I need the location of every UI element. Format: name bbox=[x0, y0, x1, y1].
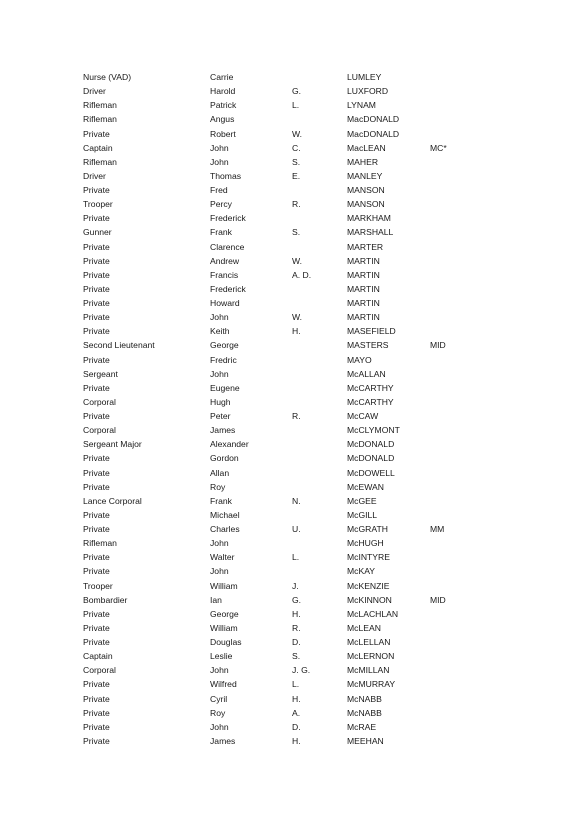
rank-cell: Private bbox=[83, 693, 110, 704]
rank-cell: Captain bbox=[83, 651, 113, 662]
roster-row bbox=[83, 98, 463, 112]
first-name-cell: Gordon bbox=[210, 453, 239, 464]
surname-cell: McLACHLAN bbox=[347, 608, 399, 619]
surname-cell: McDOWELL bbox=[347, 467, 395, 478]
roster-row bbox=[83, 677, 463, 691]
roster-row bbox=[83, 649, 463, 663]
surname-cell: McCARTHY bbox=[347, 396, 394, 407]
first-name-cell: Harold bbox=[210, 86, 236, 97]
initials-cell: W. bbox=[292, 312, 303, 323]
initials-cell: E. bbox=[292, 170, 301, 181]
initials-cell: U. bbox=[292, 524, 301, 534]
roster-row bbox=[83, 112, 463, 126]
first-name-cell: William bbox=[210, 580, 238, 591]
roster-row bbox=[83, 183, 463, 197]
surname-cell: MANSON bbox=[347, 199, 385, 210]
surname-cell: McNABB bbox=[347, 693, 382, 704]
surname-cell: McGRATH bbox=[347, 524, 388, 534]
first-name-cell: John bbox=[210, 156, 229, 167]
first-name-cell: Frank bbox=[210, 227, 232, 238]
rank-cell: Corporal bbox=[83, 665, 116, 676]
initials-cell: C. bbox=[292, 142, 301, 153]
surname-cell: McALLAN bbox=[347, 368, 386, 379]
award-cell: MM bbox=[430, 524, 445, 534]
surname-cell: MAHER bbox=[347, 156, 379, 167]
rank-cell: Private bbox=[83, 241, 110, 252]
roster-row bbox=[83, 480, 463, 494]
surname-cell: McCAW bbox=[347, 411, 379, 421]
roster-row bbox=[83, 353, 463, 367]
rank-cell: Driver bbox=[83, 86, 106, 97]
first-name-cell: Roy bbox=[210, 481, 226, 492]
rank-cell: Corporal bbox=[83, 396, 116, 407]
initials-cell: W. bbox=[292, 128, 303, 139]
rank-cell: Private bbox=[83, 566, 110, 577]
roster-row bbox=[83, 254, 463, 268]
rank-cell: Private bbox=[83, 637, 110, 647]
first-name-cell: Douglas bbox=[210, 637, 242, 647]
initials-cell: S. bbox=[292, 156, 301, 167]
initials-cell: D. bbox=[292, 721, 301, 732]
initials-cell: H. bbox=[292, 735, 301, 746]
surname-cell: MacDONALD bbox=[347, 128, 400, 139]
roster-row bbox=[83, 621, 463, 635]
surname-cell: McCLYMONT bbox=[347, 425, 400, 436]
roster-list bbox=[83, 70, 463, 748]
initials-cell: R. bbox=[292, 411, 301, 421]
rank-cell: Private bbox=[83, 679, 110, 690]
roster-row bbox=[83, 409, 463, 423]
first-name-cell: Fredric bbox=[210, 354, 237, 365]
rank-cell: Private bbox=[83, 453, 110, 464]
roster-row bbox=[83, 451, 463, 465]
first-name-cell: Leslie bbox=[210, 651, 233, 662]
rank-cell: Private bbox=[83, 622, 110, 633]
initials-cell: L. bbox=[292, 552, 300, 563]
first-name-cell: Howard bbox=[210, 298, 240, 308]
rank-cell: Private bbox=[83, 411, 110, 421]
surname-cell: MARTIN bbox=[347, 269, 380, 280]
roster-row bbox=[83, 197, 463, 211]
rank-cell: Private bbox=[83, 185, 110, 195]
roster-row bbox=[83, 381, 463, 395]
first-name-cell: Frederick bbox=[210, 213, 246, 224]
first-name-cell: Alexander bbox=[210, 439, 249, 450]
roster-row bbox=[83, 367, 463, 381]
roster-row bbox=[83, 70, 463, 84]
roster-row bbox=[83, 564, 463, 578]
first-name-cell: Wilfred bbox=[210, 679, 237, 690]
first-name-cell: Thomas bbox=[210, 170, 242, 181]
surname-cell: McKINNON bbox=[347, 594, 392, 605]
surname-cell: MARTIN bbox=[347, 312, 380, 323]
award-cell: MID bbox=[430, 340, 446, 351]
roster-row bbox=[83, 211, 463, 225]
surname-cell: MARTIN bbox=[347, 283, 380, 294]
first-name-cell: Angus bbox=[210, 114, 235, 125]
roster-row bbox=[83, 240, 463, 254]
initials-cell: J. bbox=[292, 580, 299, 591]
rank-cell: Private bbox=[83, 255, 110, 266]
initials-cell: H. bbox=[292, 693, 301, 704]
initials-cell: G. bbox=[292, 594, 302, 605]
rank-cell: Private bbox=[83, 467, 110, 478]
first-name-cell: Francis bbox=[210, 269, 239, 280]
rank-cell: Private bbox=[83, 721, 110, 732]
rank-cell: Private bbox=[83, 524, 110, 534]
rank-cell: Rifleman bbox=[83, 538, 117, 549]
rank-cell: Private bbox=[83, 735, 110, 746]
roster-row bbox=[83, 225, 463, 239]
roster-row bbox=[83, 324, 463, 338]
surname-cell: MARKHAM bbox=[347, 213, 391, 224]
rank-cell: Lance Corporal bbox=[83, 495, 142, 506]
surname-cell: MARTER bbox=[347, 241, 384, 252]
surname-cell: MARTIN bbox=[347, 255, 380, 266]
initials-cell: A. bbox=[292, 707, 301, 718]
rank-cell: Nurse (VAD) bbox=[83, 72, 132, 82]
first-name-cell: Charles bbox=[210, 524, 240, 534]
rank-cell: Private bbox=[83, 326, 110, 337]
surname-cell: LYNAM bbox=[347, 100, 376, 111]
first-name-cell: James bbox=[210, 735, 236, 746]
surname-cell: McHUGH bbox=[347, 538, 384, 549]
surname-cell: MARSHALL bbox=[347, 227, 394, 238]
rank-cell: Trooper bbox=[83, 199, 113, 210]
rank-cell: Rifleman bbox=[83, 114, 117, 125]
rank-cell: Private bbox=[83, 552, 110, 563]
roster-row bbox=[83, 155, 463, 169]
first-name-cell: Robert bbox=[210, 128, 236, 139]
roster-row bbox=[83, 734, 463, 748]
first-name-cell: Eugene bbox=[210, 382, 240, 393]
rank-cell: Private bbox=[83, 608, 110, 619]
roster-row bbox=[83, 141, 463, 155]
roster-row bbox=[83, 282, 463, 296]
roster-row bbox=[83, 296, 463, 310]
first-name-cell: William bbox=[210, 622, 238, 633]
roster-row bbox=[83, 84, 463, 98]
roster-row bbox=[83, 550, 463, 564]
surname-cell: McNABB bbox=[347, 707, 382, 718]
rank-cell: Private bbox=[83, 312, 110, 323]
roster-row bbox=[83, 508, 463, 522]
initials-cell: H. bbox=[292, 608, 301, 619]
surname-cell: LUXFORD bbox=[347, 86, 389, 97]
first-name-cell: Frederick bbox=[210, 283, 246, 294]
rank-cell: Gunner bbox=[83, 227, 112, 238]
surname-cell: McDONALD bbox=[347, 453, 395, 464]
rank-cell: Private bbox=[83, 707, 110, 718]
first-name-cell: John bbox=[210, 721, 229, 732]
roster-row bbox=[83, 536, 463, 550]
rank-cell: Private bbox=[83, 481, 110, 492]
initials-cell: L. bbox=[292, 679, 300, 690]
rank-cell: Private bbox=[83, 283, 110, 294]
roster-row bbox=[83, 423, 463, 437]
first-name-cell: Frank bbox=[210, 495, 232, 506]
initials-cell: W. bbox=[292, 255, 303, 266]
first-name-cell: Clarence bbox=[210, 241, 245, 252]
initials-cell: L. bbox=[292, 100, 300, 111]
roster-row bbox=[83, 494, 463, 508]
first-name-cell: Keith bbox=[210, 326, 230, 337]
first-name-cell: Hugh bbox=[210, 396, 231, 407]
first-name-cell: George bbox=[210, 340, 239, 351]
surname-cell: MANSON bbox=[347, 185, 385, 195]
roster-row bbox=[83, 437, 463, 451]
first-name-cell: Allan bbox=[210, 467, 230, 478]
surname-cell: MANLEY bbox=[347, 170, 383, 181]
roster-row bbox=[83, 663, 463, 677]
surname-cell: McINTYRE bbox=[347, 552, 390, 563]
rank-cell: Second Lieutenant bbox=[83, 340, 155, 351]
surname-cell: McMURRAY bbox=[347, 679, 396, 690]
first-name-cell: John bbox=[210, 665, 229, 676]
initials-cell: D. bbox=[292, 637, 301, 647]
first-name-cell: John bbox=[210, 368, 229, 379]
first-name-cell: Michael bbox=[210, 509, 240, 520]
surname-cell: McGEE bbox=[347, 495, 377, 506]
first-name-cell: Walter bbox=[210, 552, 235, 563]
rank-cell: Private bbox=[83, 213, 110, 224]
surname-cell: MARTIN bbox=[347, 298, 380, 308]
surname-cell: McEWAN bbox=[347, 481, 384, 492]
surname-cell: McRAE bbox=[347, 721, 377, 732]
rank-cell: Private bbox=[83, 509, 110, 520]
surname-cell: MAYO bbox=[347, 354, 372, 365]
first-name-cell: Peter bbox=[210, 411, 231, 421]
initials-cell: H. bbox=[292, 326, 301, 337]
rank-cell: Corporal bbox=[83, 425, 116, 436]
rank-cell: Bombardier bbox=[83, 594, 128, 605]
award-cell: MC* bbox=[430, 142, 447, 153]
roster-row bbox=[83, 310, 463, 324]
surname-cell: MEEHAN bbox=[347, 735, 384, 746]
first-name-cell: Percy bbox=[210, 199, 232, 210]
award-cell: MID bbox=[430, 594, 446, 605]
first-name-cell: John bbox=[210, 142, 229, 153]
initials-cell: J. G. bbox=[292, 665, 311, 676]
initials-cell: N. bbox=[292, 495, 301, 506]
roster-row bbox=[83, 169, 463, 183]
first-name-cell: John bbox=[210, 312, 229, 323]
first-name-cell: John bbox=[210, 538, 229, 549]
first-name-cell: Ian bbox=[210, 594, 222, 605]
roster-row bbox=[83, 395, 463, 409]
initials-cell: G. bbox=[292, 86, 302, 97]
first-name-cell: Fred bbox=[210, 185, 228, 195]
first-name-cell: John bbox=[210, 566, 229, 577]
rank-cell: Sergeant Major bbox=[83, 439, 142, 450]
first-name-cell: Roy bbox=[210, 707, 226, 718]
surname-cell: McKENZIE bbox=[347, 580, 390, 591]
first-name-cell: Patrick bbox=[210, 100, 237, 111]
roster-row bbox=[83, 607, 463, 621]
initials-cell: A. D. bbox=[292, 269, 312, 280]
rank-cell: Private bbox=[83, 354, 110, 365]
roster-row bbox=[83, 706, 463, 720]
roster-row bbox=[83, 466, 463, 480]
surname-cell: McLEAN bbox=[347, 622, 381, 633]
rank-cell: Captain bbox=[83, 142, 113, 153]
rank-cell: Private bbox=[83, 128, 110, 139]
rank-cell: Driver bbox=[83, 170, 106, 181]
initials-cell: R. bbox=[292, 199, 301, 210]
roster-row bbox=[83, 720, 463, 734]
surname-cell: McGILL bbox=[347, 509, 378, 520]
surname-cell: McCARTHY bbox=[347, 382, 394, 393]
surname-cell: McDONALD bbox=[347, 439, 395, 450]
roster-row bbox=[83, 692, 463, 706]
surname-cell: McLELLAN bbox=[347, 637, 391, 647]
roster-row bbox=[83, 127, 463, 141]
roster-row bbox=[83, 635, 463, 649]
surname-cell: MacLEAN bbox=[347, 142, 386, 153]
rank-cell: Rifleman bbox=[83, 100, 117, 111]
rank-cell: Rifleman bbox=[83, 156, 117, 167]
surname-cell: McKAY bbox=[347, 566, 376, 577]
rank-cell: Private bbox=[83, 382, 110, 393]
first-name-cell: Carrie bbox=[210, 72, 234, 82]
roster-row bbox=[83, 593, 463, 607]
rank-cell: Trooper bbox=[83, 580, 113, 591]
surname-cell: MASTERS bbox=[347, 340, 389, 351]
surname-cell: MacDONALD bbox=[347, 114, 400, 125]
roster-row bbox=[83, 268, 463, 282]
surname-cell: McMILLAN bbox=[347, 665, 390, 676]
roster-row bbox=[83, 579, 463, 593]
surname-cell: MASEFIELD bbox=[347, 326, 396, 337]
initials-cell: S. bbox=[292, 651, 301, 662]
first-name-cell: James bbox=[210, 425, 236, 436]
roster-row bbox=[83, 338, 463, 352]
initials-cell: R. bbox=[292, 622, 301, 633]
initials-cell: S. bbox=[292, 227, 301, 238]
rank-cell: Private bbox=[83, 298, 110, 308]
first-name-cell: George bbox=[210, 608, 239, 619]
first-name-cell: Andrew bbox=[210, 255, 240, 266]
surname-cell: LUMLEY bbox=[347, 72, 382, 82]
roster-row bbox=[83, 522, 463, 536]
first-name-cell: Cyril bbox=[210, 693, 228, 704]
surname-cell: McLERNON bbox=[347, 651, 395, 662]
rank-cell: Private bbox=[83, 269, 110, 280]
rank-cell: Sergeant bbox=[83, 368, 118, 379]
